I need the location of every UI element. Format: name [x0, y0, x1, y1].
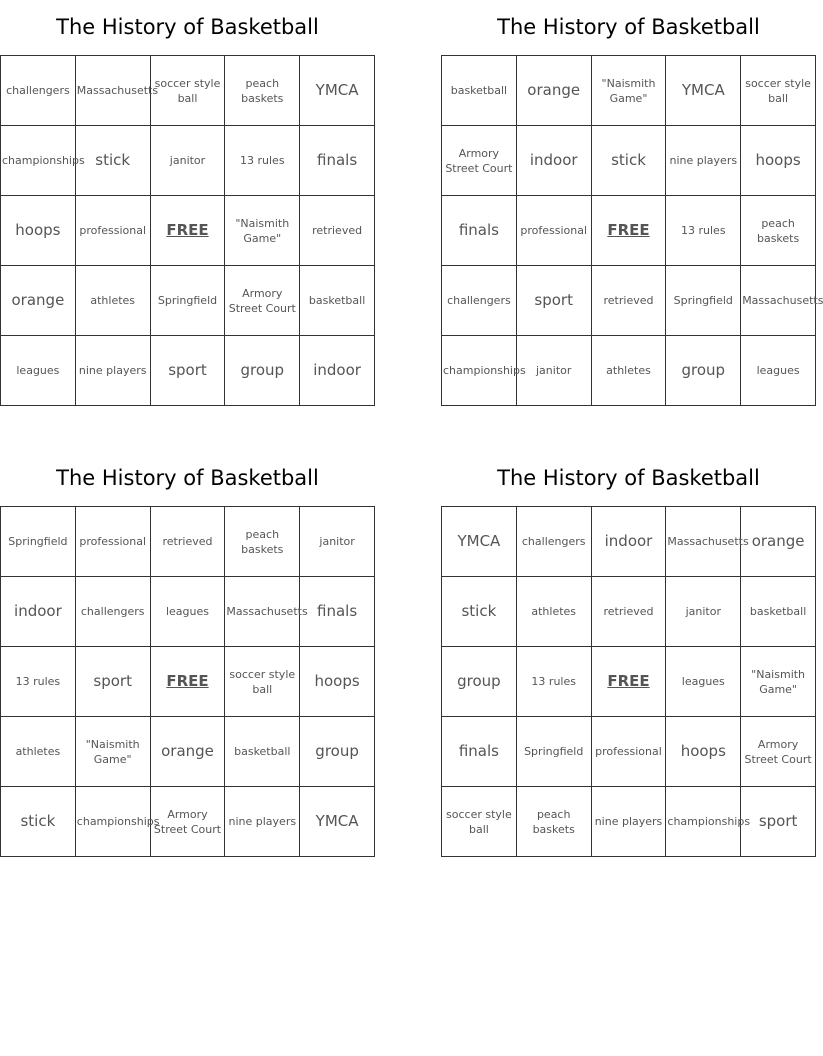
grid-cell: 13 rules — [1, 647, 76, 717]
grid-cell: YMCA — [442, 507, 517, 577]
grid-cell: group — [300, 717, 375, 787]
bingo-grid — [441, 506, 816, 857]
grid-cell: janitor — [150, 126, 225, 196]
grid-cell: indoor — [300, 336, 375, 406]
grid-row — [442, 336, 816, 406]
grid-cell: Springfield — [516, 717, 591, 787]
grid-cell: nine players — [225, 787, 300, 857]
grid-row — [1, 647, 375, 717]
grid-cell: athletes — [1, 717, 76, 787]
grid-row — [1, 196, 375, 266]
grid-cell: retrieved — [591, 266, 666, 336]
grid-cell: finals — [442, 196, 517, 266]
grid-cell: group — [225, 336, 300, 406]
grid-cell: leagues — [666, 647, 741, 717]
grid-cell: peach baskets — [741, 196, 816, 266]
grid-cell: soccer style ball — [442, 787, 517, 857]
free-space: FREE — [591, 196, 666, 266]
grid-cell: "Naismith Game" — [741, 647, 816, 717]
grid-row — [1, 577, 375, 647]
free-space: FREE — [150, 196, 225, 266]
grid-row — [442, 647, 816, 717]
grid-cell: indoor — [516, 126, 591, 196]
grid-cell: peach baskets — [225, 56, 300, 126]
grid-cell: 13 rules — [516, 647, 591, 717]
grid-cell: Massachusetts — [75, 56, 150, 126]
grid-cell: professional — [75, 196, 150, 266]
grid-cell: basketball — [442, 56, 517, 126]
grid-cell: hoops — [300, 647, 375, 717]
grid-cell: sport — [150, 336, 225, 406]
grid-cell: athletes — [516, 577, 591, 647]
free-space: FREE — [150, 647, 225, 717]
grid-row — [442, 266, 816, 336]
grid-cell: Springfield — [150, 266, 225, 336]
grid-row — [442, 507, 816, 577]
grid-cell: stick — [591, 126, 666, 196]
card-title: The History of Basketball — [56, 15, 319, 39]
bingo-grid — [0, 55, 375, 406]
grid-cell: athletes — [75, 266, 150, 336]
grid-cell: 13 rules — [666, 196, 741, 266]
grid-row — [442, 126, 816, 196]
grid-cell: 13 rules — [225, 126, 300, 196]
bingo-grid — [0, 506, 375, 857]
grid-cell: championships — [666, 787, 741, 857]
grid-cell: Massachusetts — [666, 507, 741, 577]
grid-cell: peach baskets — [516, 787, 591, 857]
grid-row — [442, 196, 816, 266]
grid-cell: challengers — [516, 507, 591, 577]
grid-cell: hoops — [1, 196, 76, 266]
grid-cell: janitor — [516, 336, 591, 406]
grid-cell: Armory Street Court — [225, 266, 300, 336]
grid-cell: retrieved — [591, 577, 666, 647]
grid-cell: championships — [442, 336, 517, 406]
grid-cell: professional — [516, 196, 591, 266]
grid-cell: soccer style ball — [150, 56, 225, 126]
grid-cell: orange — [516, 56, 591, 126]
grid-cell: challengers — [442, 266, 517, 336]
card-title: The History of Basketball — [56, 466, 319, 490]
grid-cell: hoops — [741, 126, 816, 196]
bingo-card — [0, 0, 375, 406]
grid-cell: sport — [516, 266, 591, 336]
grid-cell: Armory Street Court — [442, 126, 517, 196]
grid-cell: challengers — [75, 577, 150, 647]
grid-cell: YMCA — [300, 787, 375, 857]
grid-cell: Armory Street Court — [150, 787, 225, 857]
grid-row — [1, 507, 375, 577]
grid-cell: athletes — [591, 336, 666, 406]
grid-cell: janitor — [666, 577, 741, 647]
grid-cell: "Naismith Game" — [75, 717, 150, 787]
grid-cell: indoor — [591, 507, 666, 577]
grid-cell: soccer style ball — [225, 647, 300, 717]
grid-row — [1, 787, 375, 857]
grid-cell: retrieved — [150, 507, 225, 577]
bingo-grid — [441, 55, 823, 406]
grid-cell: professional — [591, 717, 666, 787]
free-space: FREE — [591, 647, 666, 717]
grid-cell: peach baskets — [225, 507, 300, 577]
grid-cell: orange — [150, 717, 225, 787]
grid-cell: Massachusetts — [225, 577, 300, 647]
grid-cell: stick — [75, 126, 150, 196]
grid-cell: finals — [300, 126, 375, 196]
grid-cell: nine players — [591, 787, 666, 857]
grid-cell: Massachusetts — [741, 266, 816, 336]
grid-cell: sport — [741, 787, 816, 857]
grid-cell: championships — [75, 787, 150, 857]
grid-row — [1, 266, 375, 336]
grid-cell: YMCA — [666, 56, 741, 126]
grid-cell: soccer style ball — [741, 56, 816, 126]
grid-cell: leagues — [150, 577, 225, 647]
grid-cell: group — [666, 336, 741, 406]
grid-cell: indoor — [1, 577, 76, 647]
grid-row — [442, 56, 816, 126]
card-title: The History of Basketball — [497, 466, 760, 490]
grid-cell: basketball — [741, 577, 816, 647]
grid-cell: orange — [1, 266, 76, 336]
card-title: The History of Basketball — [497, 15, 760, 39]
grid-cell: stick — [442, 577, 517, 647]
grid-cell: group — [442, 647, 517, 717]
grid-row — [1, 56, 375, 126]
grid-cell: finals — [442, 717, 517, 787]
grid-row — [1, 717, 375, 787]
grid-cell: orange — [741, 507, 816, 577]
grid-row — [442, 717, 816, 787]
grid-cell: Armory Street Court — [741, 717, 816, 787]
grid-cell: leagues — [1, 336, 76, 406]
grid-cell: basketball — [300, 266, 375, 336]
grid-cell: Springfield — [1, 507, 76, 577]
grid-cell: hoops — [666, 717, 741, 787]
bingo-card — [441, 451, 816, 857]
grid-row — [1, 336, 375, 406]
grid-cell: finals — [300, 577, 375, 647]
grid-cell: professional — [75, 507, 150, 577]
grid-cell: championships — [1, 126, 76, 196]
grid-row — [442, 787, 816, 857]
grid-cell: basketball — [225, 717, 300, 787]
bingo-card — [441, 0, 823, 406]
grid-cell: stick — [1, 787, 76, 857]
grid-row — [442, 577, 816, 647]
grid-cell: sport — [75, 647, 150, 717]
grid-cell: YMCA — [300, 56, 375, 126]
grid-cell: Springfield — [666, 266, 741, 336]
grid-cell: nine players — [75, 336, 150, 406]
grid-cell: "Naismith Game" — [225, 196, 300, 266]
bingo-card — [0, 451, 375, 857]
grid-cell: nine players — [666, 126, 741, 196]
grid-cell: retrieved — [300, 196, 375, 266]
grid-row — [1, 126, 375, 196]
grid-cell: janitor — [300, 507, 375, 577]
grid-cell: "Naismith Game" — [591, 56, 666, 126]
grid-cell: challengers — [1, 56, 76, 126]
grid-cell: leagues — [741, 336, 816, 406]
